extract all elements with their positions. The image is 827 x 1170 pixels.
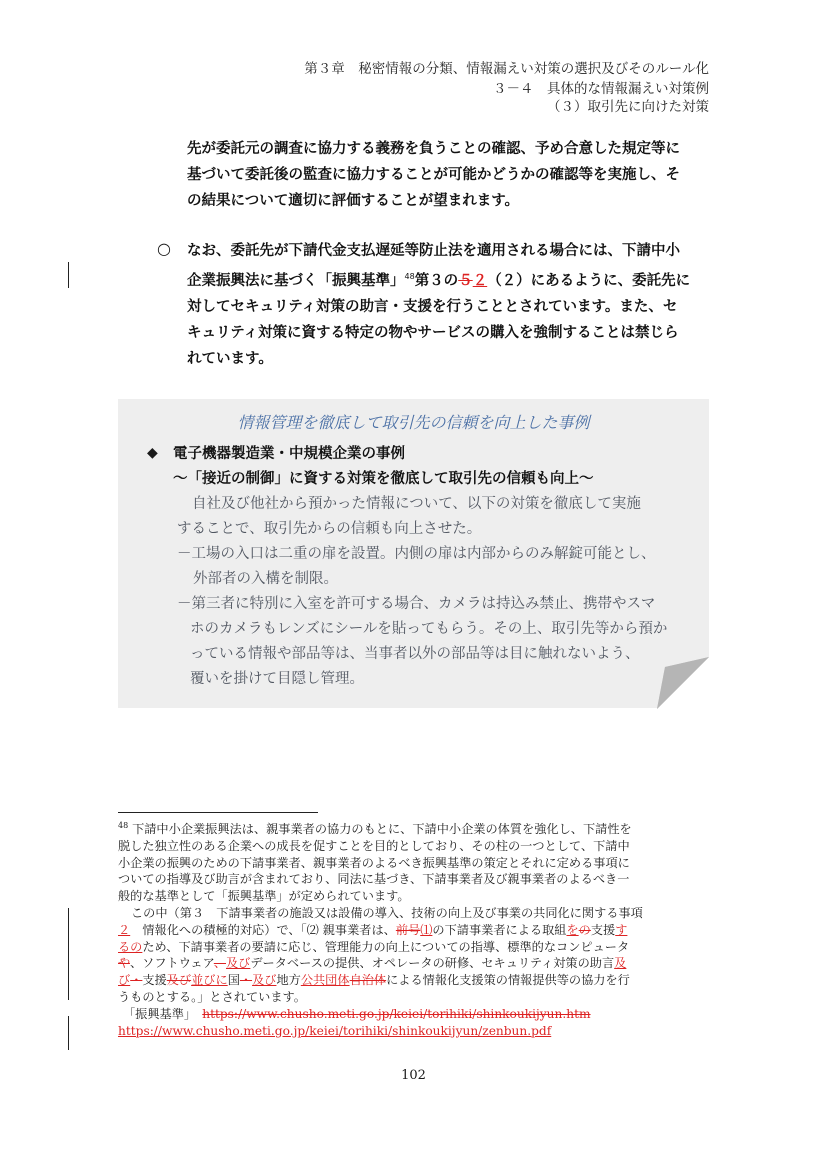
footnote-separator xyxy=(118,812,318,813)
inserted-text: 及び xyxy=(252,973,277,988)
page-number: 102 xyxy=(401,1068,426,1083)
diamond-bullet-icon: ◆ xyxy=(147,445,158,461)
footnote-line: 般的な基準として「振興基準」が定められています。 xyxy=(118,889,410,904)
footnote-line-revised: ２ 情報化への積極的対応）で、「⑵ 親事業者は、前号⑴の下請事業者による取組をの支援す xyxy=(118,922,628,937)
inserted-text: るの xyxy=(118,939,143,954)
inserted-text: ⑴ xyxy=(420,922,433,937)
footnote-ref[interactable]: 48 xyxy=(404,272,415,281)
footnote-line: うものとする。」とされています。 xyxy=(118,990,306,1005)
text-fragment: 企業振興法に基づく「振興基準」 xyxy=(187,272,405,289)
text-line-revised xyxy=(187,264,715,294)
section-header: ３－４ 具体的な情報漏えい対策例 xyxy=(493,81,709,97)
footnote-line: 小企業の振興のための下請事業者、親事業者のよるべき振興基準の策定とそれに定める事項に xyxy=(118,855,630,870)
revision-change-bar xyxy=(68,262,69,288)
inserted-text: 並びに xyxy=(191,973,228,988)
footnote-line-revised: や、ソフトウェア、及びデータベースの提供、オペレータの研修、セキュリティ対策の助言及 xyxy=(118,956,627,971)
case-line: ホのカメラもレンズにシールを貼ってもらう。その上、取引先等から預か xyxy=(190,621,668,637)
footnote-number: 48 xyxy=(118,821,129,830)
footnote-48 xyxy=(118,818,710,1039)
page-curl-icon xyxy=(657,657,709,709)
footnote-line-revised: び・支援及び並びに国・及び地方公共団体自治体による情報化支援策の情報提供等の協力を行 xyxy=(118,973,630,988)
footnote-line-links xyxy=(118,1023,710,1040)
footnote-line-revised: るのため、下請事業者の要請に応じ、管理能力の向上についての指導、標準的なコンピュータ xyxy=(118,939,630,954)
footnote-line: 脱した独立性のある企業への成長を促すことを目的としており、その柱の一つとして、下請中 xyxy=(118,838,630,853)
text-fragment: （２）にあるように、委託先に xyxy=(487,272,691,289)
deleted-text: ５ xyxy=(458,272,473,289)
footnote-line-links xyxy=(118,1006,710,1023)
inserted-text: を xyxy=(566,922,579,937)
text-line: 基づいて委託後の監査に協力することが可能かどうかの確認等を実施し、そ xyxy=(187,167,680,183)
inserted-text: び xyxy=(118,973,131,988)
case-study-title: 情報管理を徹底して取引先の信頼を向上した事例 xyxy=(237,413,590,432)
footnote-label: 「振興基準」 xyxy=(123,1006,191,1021)
revision-change-bar xyxy=(68,908,69,1000)
deleted-text: ・ xyxy=(239,973,253,988)
deleted-text: 、 xyxy=(213,956,226,971)
deleted-text: の xyxy=(578,922,591,937)
subsection-header: （３）取引先に向けた対策 xyxy=(547,99,709,115)
revision-change-bar xyxy=(68,1016,69,1050)
deleted-text: ・ xyxy=(130,973,143,988)
inserted-text: す xyxy=(615,922,628,937)
text-line: れています。 xyxy=(187,350,273,367)
text-line: 対してセキュリティ対策の助言・支援を行うこととされています。また、セ xyxy=(187,298,678,315)
circle-bullet-icon: ○ xyxy=(157,239,171,258)
deleted-text: 及び xyxy=(166,973,192,988)
inserted-text: ２ xyxy=(118,922,131,937)
case-line: －工場の入口は二重の扉を設置。内側の扉は内部からのみ解錠可能とし、 xyxy=(177,546,656,562)
inserted-text: 公共団体 xyxy=(300,973,350,988)
inserted-text: 及 xyxy=(614,956,627,971)
text-line: キュリティ対策に資する特定の物やサービスの購入を強制することは禁じら xyxy=(187,324,679,341)
case-study-heading: 電子機器製造業・中規模企業の事例 xyxy=(173,446,405,462)
text-line: なお、委託先が下請代金支払遅延等防止法を適用される場合には、下請中小 xyxy=(187,243,680,259)
deleted-text: 自治体 xyxy=(349,973,387,988)
case-line: 外部者の入構を制限。 xyxy=(193,571,338,587)
case-line: 覆いを掛けて目隠し管理。 xyxy=(190,671,364,687)
text-line: の結果について適切に評価することが望まれます。 xyxy=(187,193,520,209)
deleted-text: や xyxy=(118,956,130,971)
footnote-line: ついての指導及び助言が含まれており、同法に基づき、下請事業者及び親事業者のよるべき一 xyxy=(118,872,630,887)
case-line: っている情報や部品等は、当事者以外の部品等は目に触れないよう、 xyxy=(190,646,640,662)
paragraph-subcontract xyxy=(187,238,715,372)
footnote-line: この中（第３ 下請事業者の施設又は設備の導入、技術の向上及び事業の共同化に関する事項 xyxy=(131,906,643,921)
text-fragment: 第３の xyxy=(414,272,459,289)
case-study-subheading: ～「接近の制御」に資する対策を徹底して取引先の信頼も向上～ xyxy=(173,471,594,487)
case-line: することで、取引先からの信頼も向上させた。 xyxy=(177,521,482,537)
case-line: －第三者に特別に入室を許可する場合、カメラは持込み禁止、携帯やスマ xyxy=(177,596,656,612)
inserted-link[interactable]: https://www.chusho.meti.go.jp/keiei/torihiki/shinkoukijyun/zenbun.pdf xyxy=(118,1023,552,1038)
text-line: 先が委託元の調査に協力する義務を負うことの確認、予め合意した規定等に xyxy=(187,141,680,157)
deleted-link[interactable]: https://www.chusho.meti.go.jp/keiei/torihiki/shinkoukijyun.htm xyxy=(202,1006,591,1021)
inserted-text: 及び xyxy=(226,956,251,971)
inserted-text: ２ xyxy=(472,272,488,289)
paragraph-continued xyxy=(187,136,715,214)
chapter-header: 第３章 秘密情報の分類、情報漏えい対策の選択及びそのルール化 xyxy=(304,61,709,77)
case-line: 自社及び他社から預かった情報について、以下の対策を徹底して実施 xyxy=(192,496,641,512)
deleted-text: 前号 xyxy=(395,922,421,937)
footnote-line: $^{48}$ 下請中小企業振興法は、親事業者の協力のもとに、下請中小企業の体質を強化し、下請性を xyxy=(118,821,632,837)
